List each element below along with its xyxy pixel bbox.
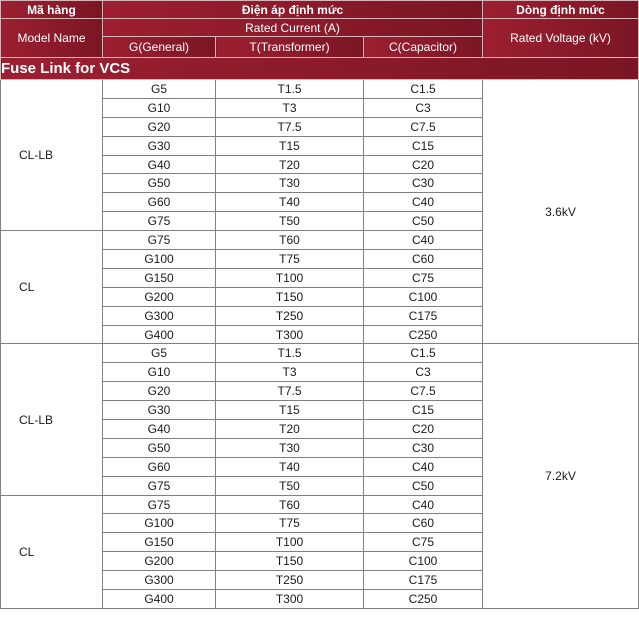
capacitor-current-cell: C40 xyxy=(364,495,483,514)
general-current-cell: G100 xyxy=(103,250,216,269)
model-name-cell: CL-LB xyxy=(1,80,103,231)
transformer-current-cell: T75 xyxy=(216,514,364,533)
capacitor-current-cell: C3 xyxy=(364,98,483,117)
rated-voltage-cell: 3.6kV xyxy=(483,80,639,344)
capacitor-current-cell: C15 xyxy=(364,136,483,155)
general-current-cell: G200 xyxy=(103,287,216,306)
section-title: Fuse Link for VCS xyxy=(1,58,639,80)
transformer-current-cell: T150 xyxy=(216,287,364,306)
capacitor-current-cell: C75 xyxy=(364,533,483,552)
transformer-current-cell: T1.5 xyxy=(216,80,364,99)
transformer-current-cell: T40 xyxy=(216,193,364,212)
capacitor-current-cell: C15 xyxy=(364,401,483,420)
capacitor-current-cell: C20 xyxy=(364,155,483,174)
transformer-current-cell: T300 xyxy=(216,325,364,344)
transformer-current-cell: T250 xyxy=(216,571,364,590)
transformer-current-cell: T30 xyxy=(216,438,364,457)
capacitor-current-cell: C75 xyxy=(364,268,483,287)
general-current-cell: G300 xyxy=(103,571,216,590)
transformer-current-cell: T3 xyxy=(216,363,364,382)
general-current-cell: G50 xyxy=(103,174,216,193)
general-current-cell: G100 xyxy=(103,514,216,533)
table-row xyxy=(1,80,639,99)
table-row xyxy=(1,344,639,363)
model-name-cell: CL-LB xyxy=(1,344,103,495)
general-current-cell: G10 xyxy=(103,363,216,382)
capacitor-current-cell: C50 xyxy=(364,212,483,231)
rated-current-header-vn: Điện áp định mức xyxy=(103,1,483,19)
general-current-cell: G150 xyxy=(103,268,216,287)
capacitor-current-cell: C3 xyxy=(364,363,483,382)
capacitor-current-cell: C60 xyxy=(364,250,483,269)
model-name-header-vn: Mã hàng xyxy=(1,1,103,19)
general-current-cell: G75 xyxy=(103,495,216,514)
general-current-cell: G40 xyxy=(103,420,216,439)
capacitor-current-cell: C50 xyxy=(364,476,483,495)
transformer-current-cell: T40 xyxy=(216,457,364,476)
transformer-current-cell: T3 xyxy=(216,98,364,117)
transformer-current-cell: T100 xyxy=(216,533,364,552)
transformer-current-cell: T75 xyxy=(216,250,364,269)
general-current-cell: G30 xyxy=(103,401,216,420)
transformer-current-cell: T100 xyxy=(216,268,364,287)
subheader-transformer: T(Transformer) xyxy=(216,37,364,58)
model-name-header-en: Model Name xyxy=(1,19,103,58)
general-current-cell: G400 xyxy=(103,590,216,609)
transformer-current-cell: T15 xyxy=(216,401,364,420)
capacitor-current-cell: C60 xyxy=(364,514,483,533)
general-current-cell: G5 xyxy=(103,80,216,99)
capacitor-current-cell: C40 xyxy=(364,231,483,250)
subheader-general: G(General) xyxy=(103,37,216,58)
transformer-current-cell: T250 xyxy=(216,306,364,325)
general-current-cell: G150 xyxy=(103,533,216,552)
general-current-cell: G60 xyxy=(103,193,216,212)
capacitor-current-cell: C250 xyxy=(364,325,483,344)
transformer-current-cell: T15 xyxy=(216,136,364,155)
capacitor-current-cell: C20 xyxy=(364,420,483,439)
capacitor-current-cell: C100 xyxy=(364,287,483,306)
transformer-current-cell: T7.5 xyxy=(216,382,364,401)
general-current-cell: G75 xyxy=(103,476,216,495)
capacitor-current-cell: C40 xyxy=(364,457,483,476)
general-current-cell: G5 xyxy=(103,344,216,363)
transformer-current-cell: T7.5 xyxy=(216,117,364,136)
general-current-cell: G75 xyxy=(103,212,216,231)
rated-current-header-en: Rated Current (A) xyxy=(103,19,483,37)
general-current-cell: G300 xyxy=(103,306,216,325)
general-current-cell: G400 xyxy=(103,325,216,344)
transformer-current-cell: T1.5 xyxy=(216,344,364,363)
general-current-cell: G20 xyxy=(103,117,216,136)
capacitor-current-cell: C100 xyxy=(364,552,483,571)
model-name-cell: CL xyxy=(1,495,103,608)
general-current-cell: G10 xyxy=(103,98,216,117)
transformer-current-cell: T30 xyxy=(216,174,364,193)
subheader-capacitor: C(Capacitor) xyxy=(364,37,483,58)
capacitor-current-cell: C175 xyxy=(364,306,483,325)
rated-voltage-header-en: Rated Voltage (kV) xyxy=(483,19,639,58)
general-current-cell: G75 xyxy=(103,231,216,250)
general-current-cell: G30 xyxy=(103,136,216,155)
capacitor-current-cell: C7.5 xyxy=(364,382,483,401)
rated-voltage-cell: 7.2kV xyxy=(483,344,639,608)
general-current-cell: G60 xyxy=(103,457,216,476)
general-current-cell: G20 xyxy=(103,382,216,401)
transformer-current-cell: T60 xyxy=(216,495,364,514)
transformer-current-cell: T300 xyxy=(216,590,364,609)
transformer-current-cell: T50 xyxy=(216,212,364,231)
capacitor-current-cell: C7.5 xyxy=(364,117,483,136)
transformer-current-cell: T60 xyxy=(216,231,364,250)
capacitor-current-cell: C40 xyxy=(364,193,483,212)
capacitor-current-cell: C30 xyxy=(364,174,483,193)
capacitor-current-cell: C250 xyxy=(364,590,483,609)
capacitor-current-cell: C1.5 xyxy=(364,80,483,99)
transformer-current-cell: T50 xyxy=(216,476,364,495)
transformer-current-cell: T150 xyxy=(216,552,364,571)
capacitor-current-cell: C175 xyxy=(364,571,483,590)
transformer-current-cell: T20 xyxy=(216,420,364,439)
general-current-cell: G40 xyxy=(103,155,216,174)
capacitor-current-cell: C30 xyxy=(364,438,483,457)
table-body xyxy=(1,80,639,609)
transformer-current-cell: T20 xyxy=(216,155,364,174)
capacitor-current-cell: C1.5 xyxy=(364,344,483,363)
model-name-cell: CL xyxy=(1,231,103,344)
table-header xyxy=(1,1,639,80)
general-current-cell: G50 xyxy=(103,438,216,457)
rated-voltage-header-vn: Dòng định mức xyxy=(483,1,639,19)
general-current-cell: G200 xyxy=(103,552,216,571)
